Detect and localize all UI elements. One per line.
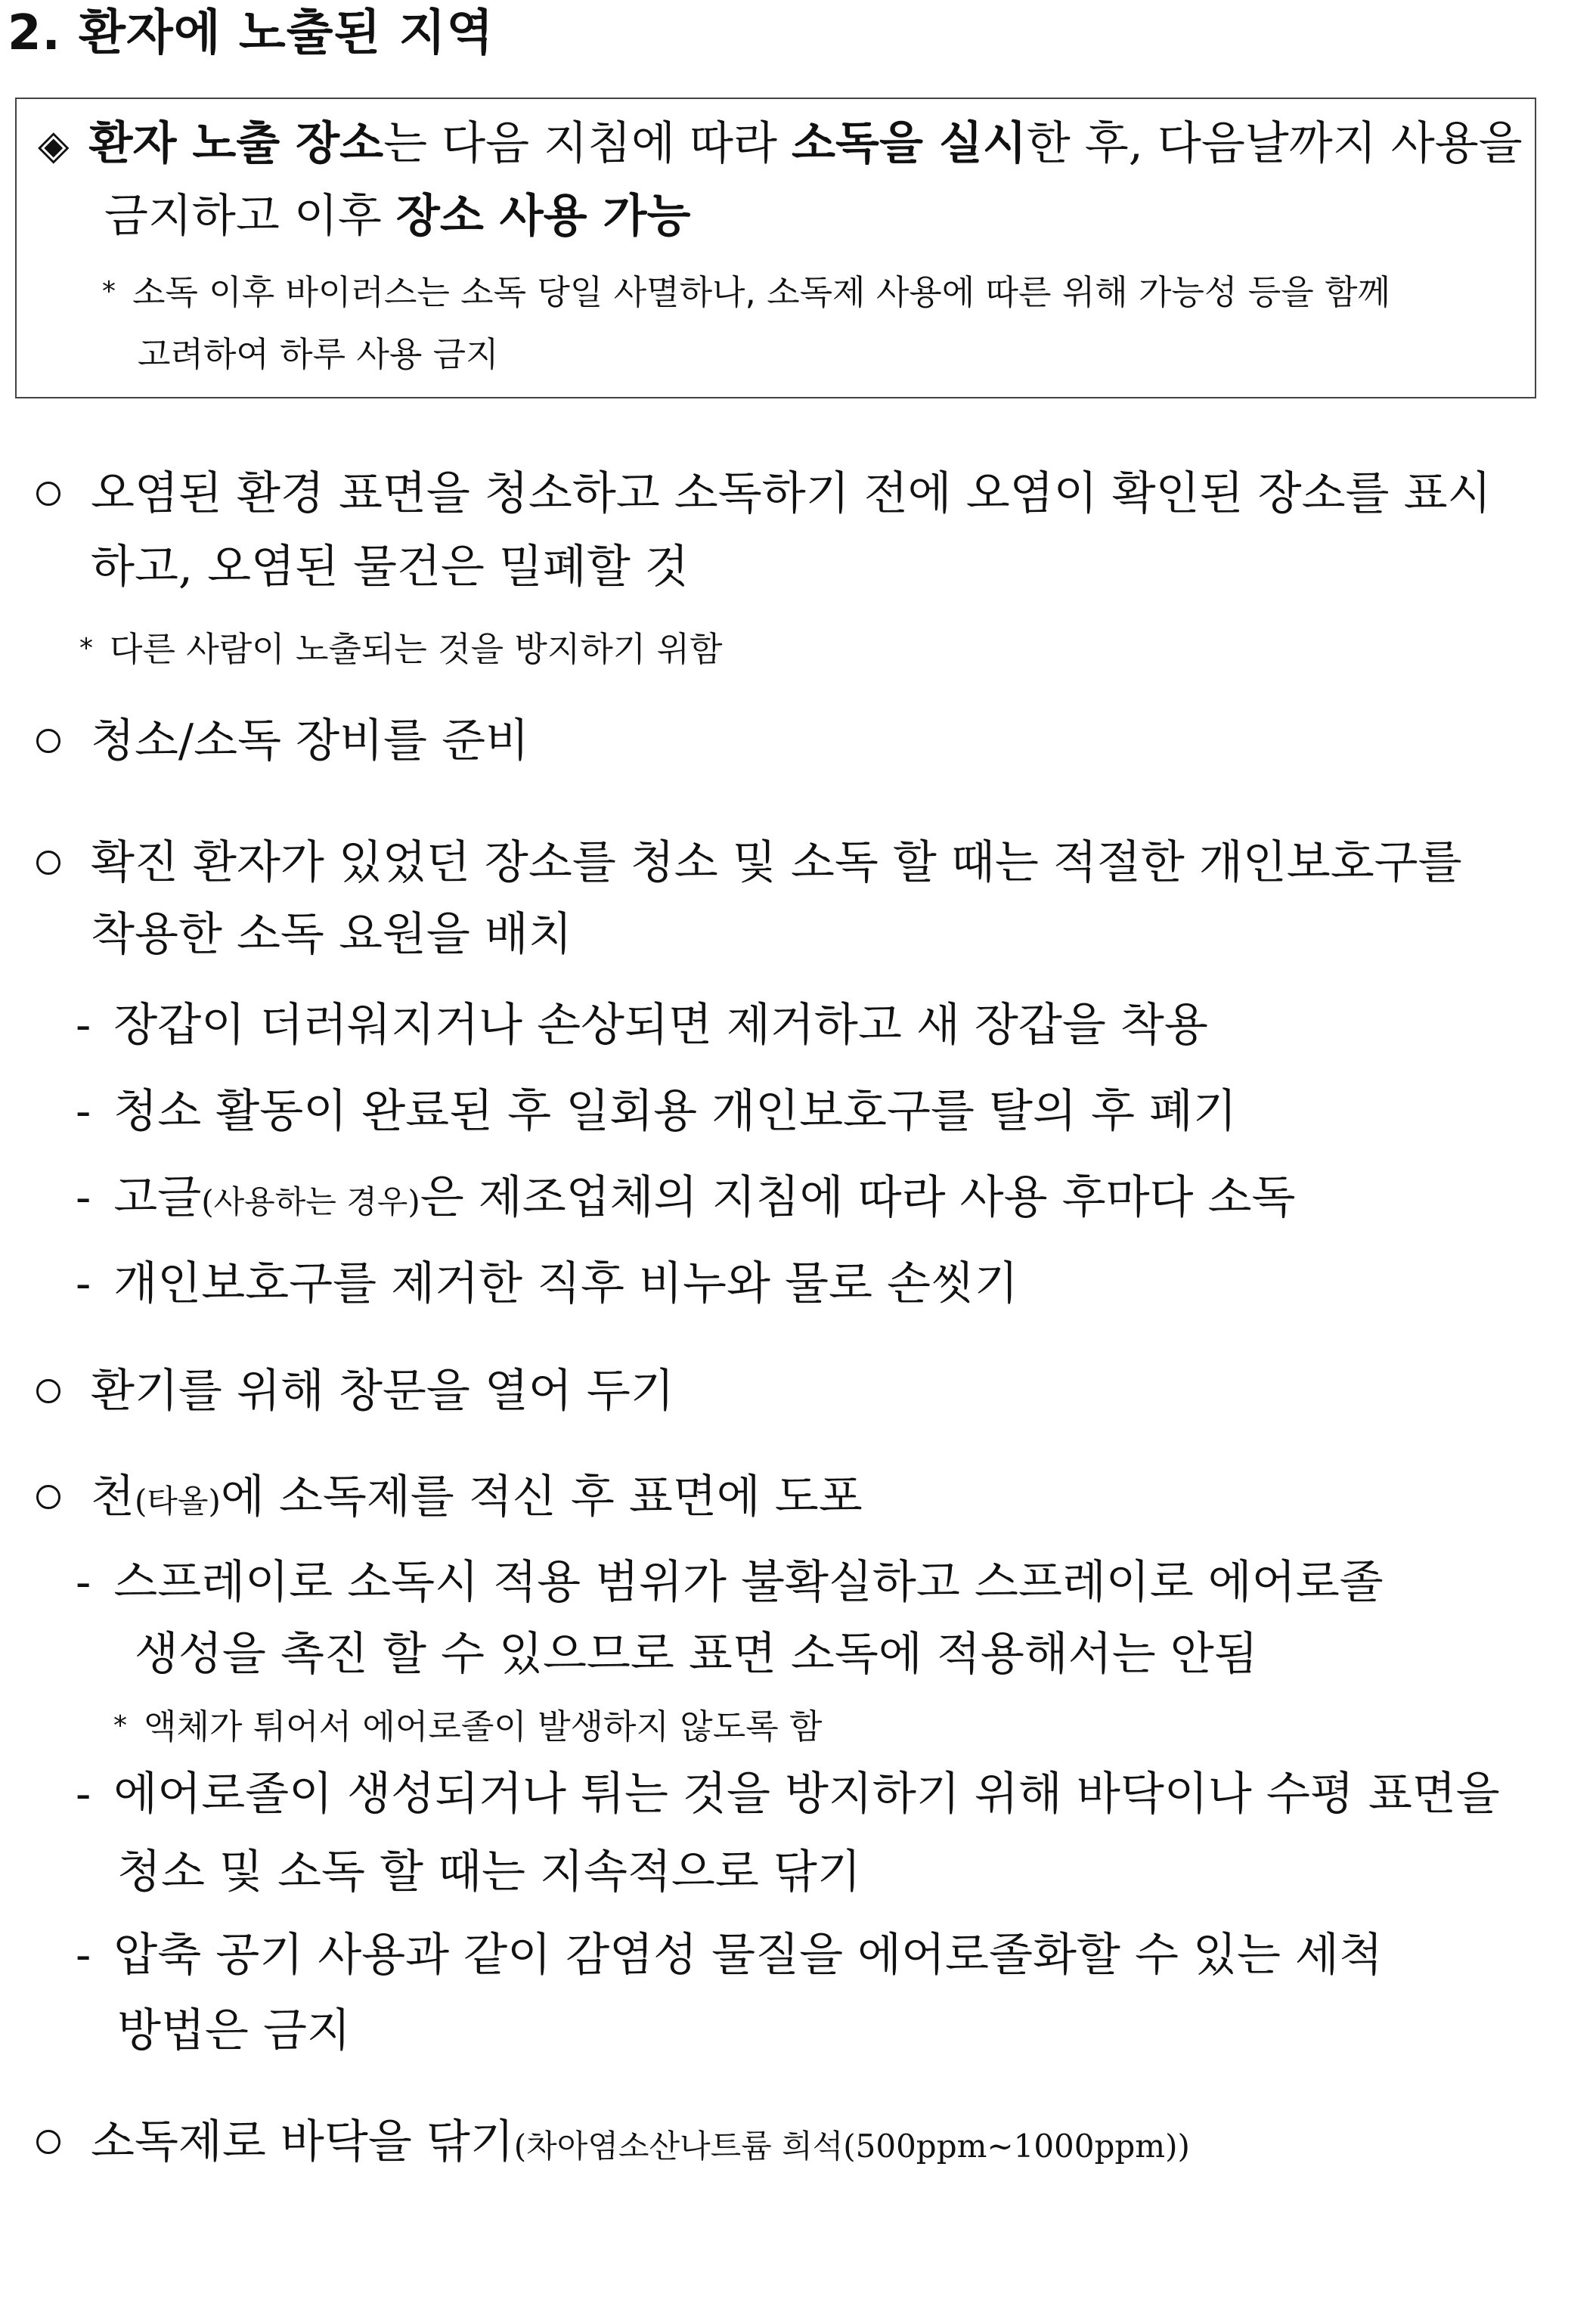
item-3-sub-4: - 개인보호구를 제거한 직후 비누와 물로 손씻기: [76, 1257, 1018, 1310]
asterisk-icon: *: [102, 276, 116, 307]
item-2: 청소/소독 장비를 준비: [36, 712, 529, 770]
diamond-bullet-icon: ◈: [38, 120, 70, 169]
item-5-sub-1-note: * 액체가 튀어서 에어로졸이 발생하지 않도록 함: [113, 1705, 822, 1751]
item-3-sub-2: - 청소 활동이 완료된 후 일회용 개인보호구를 탈의 후 폐기: [76, 1085, 1237, 1138]
circle-bullet-icon: [36, 1379, 60, 1403]
item-5: 천(타올)에 소독제를 적신 후 표면에 도포: [36, 1468, 863, 1530]
item-3-sub-1: - 장갑이 더러워지거나 손상되면 제거하고 새 장갑을 착용: [76, 999, 1208, 1052]
item-5-sub-3-line-1: - 압축 공기 사용과 같이 감염성 물질을 에어로졸화할 수 있는 세척: [76, 1929, 1383, 1982]
item-4: 환기를 위해 창문을 열어 두기: [36, 1362, 674, 1420]
item-5-sub-2-line-1: - 에어로졸이 생성되거나 튀는 것을 방지하기 위해 바닥이나 수평 표면을: [76, 1768, 1500, 1821]
item-1-line-2: 하고, 오염된 물건은 밀폐할 것: [91, 541, 689, 594]
item-3-line-1: 확진 환자가 있었던 장소를 청소 및 소독 할 때는 적절한 개인보호구를: [36, 834, 1462, 891]
item-3-line-2: 착용한 소독 요원을 배치: [91, 908, 572, 961]
circle-bullet-icon: [36, 2130, 60, 2154]
notice-note-line-1: * 소독 이후 바이러스는 소독 당일 사멸하나, 소독제 사용에 따른 위해 가능성 등을 함께: [102, 271, 1390, 317]
item-3-sub-3: - 고글(사용하는 경우)은 제조업체의 지침에 따라 사용 후마다 소독: [76, 1171, 1296, 1224]
notice-line-1: ◈ 환자 노출 장소는 다음 지침에 따라 소독을 실시한 후, 다음날까지 사용을: [38, 115, 1520, 173]
item-1-note: * 다른 사람이 노출되는 것을 방지하기 위함: [79, 628, 723, 674]
asterisk-icon: *: [79, 633, 93, 664]
notice-line-2: 금지하고 이후 장소 사용 가능: [104, 190, 691, 243]
item-5-sub-2-line-2: 청소 및 소독 할 때는 지속적으로 닦기: [117, 1846, 861, 1898]
asterisk-icon: *: [113, 1710, 127, 1741]
circle-bullet-icon: [36, 1485, 60, 1509]
item-1-line-1: 오염된 환경 표면을 청소하고 소독하기 전에 오염이 확인된 장소를 표시: [36, 465, 1492, 522]
circle-bullet-icon: [36, 729, 60, 753]
item-5-sub-1-line-2: 생성을 촉진 할 수 있으므로 표면 소독에 적용해서는 안됨: [135, 1628, 1258, 1681]
circle-bullet-icon: [36, 851, 60, 875]
item-5-sub-1-line-1: - 스프레이로 소독시 적용 범위가 불확실하고 스프레이로 에어로졸: [76, 1556, 1384, 1609]
section-title: 2. 환자에 노출된 지역: [8, 5, 494, 61]
circle-bullet-icon: [36, 482, 60, 506]
item-5-sub-3-line-2: 방법은 금지: [117, 2004, 351, 2057]
notice-note-line-2: 고려하여 하루 사용 금지: [138, 334, 499, 374]
item-6: 소독제로 바닥을 닦기(차아염소산나트륨 희석(500ppm~1000ppm)): [36, 2113, 1190, 2175]
